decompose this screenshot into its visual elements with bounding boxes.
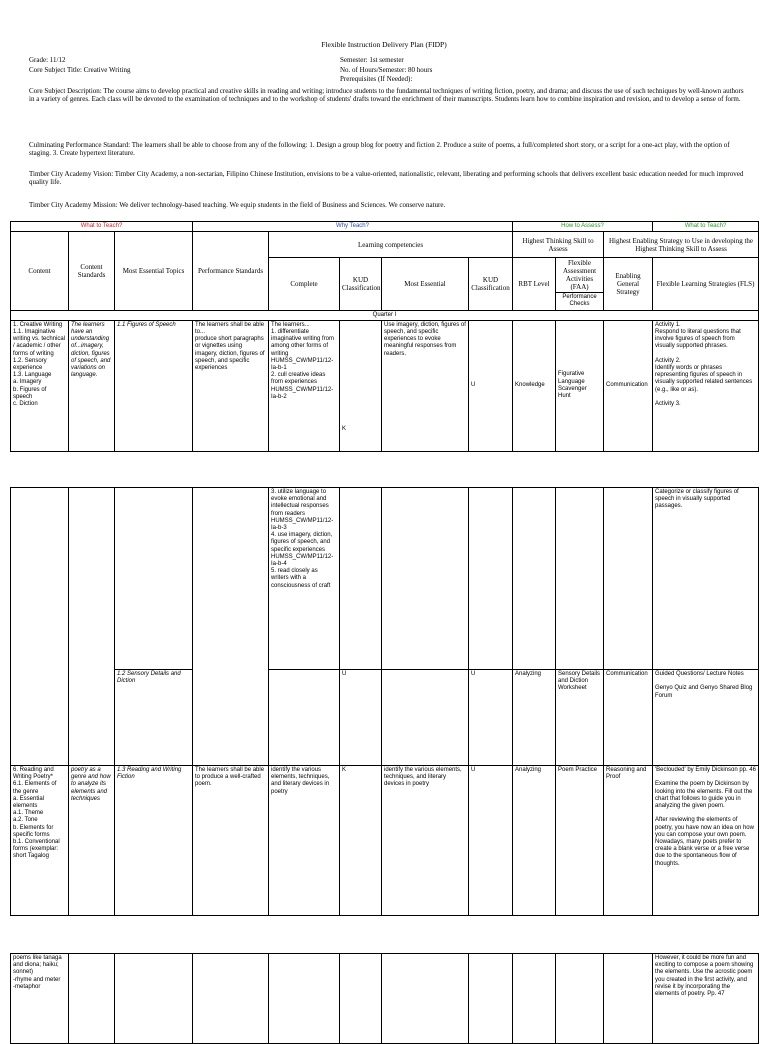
row1-learning-strategies: Activity 1. Respond to literal questions that involve figures of speech from visually supported phrases. Activity 2. Identify words or phrases representing figures of speech in visually supported related sentences (e.g., like or as). Activity 3.: [653, 320, 759, 451]
row1-rbt-level: Knowledge: [513, 320, 556, 451]
subject-description: Core Subject Description: The course aims to develop practical and creative skills in reading and writing; introduce students to the fundamental techniques of writing fiction, poetry, and drama; and discuss the use of such techniques by well-known authors in a variety of genres. Each class will be devoted to the examination of techniques and to the workshop of students' drafts toward the enrichment of their manuscripts. Students learn how to combine inspiration and revision, and to develop a sense of form.: [29, 87, 744, 103]
row1-kud-2: U: [469, 320, 513, 451]
header-enabling-strategy: Enabling General Strategy: [604, 258, 653, 310]
row3-strategy: Communication: [604, 670, 653, 766]
row4-performance-standards: The learners shall be able to produce a well-crafted poem.: [193, 766, 269, 916]
row2-kud-1-empty: [340, 488, 382, 670]
row5-assessment-empty: [556, 954, 604, 1044]
header-highest-thinking-skill: Highest Thinking Skill to Assess: [513, 232, 604, 258]
row3-essential-empty: [382, 670, 469, 766]
quarter-label: Quarter I: [11, 310, 759, 320]
row5-strategy-empty: [604, 954, 653, 1044]
row5-content-standards-empty: [69, 954, 115, 1044]
row3-assessment: Sensory Details and Diction Worksheet: [556, 670, 604, 766]
row5-rbt-empty: [513, 954, 556, 1044]
header-kud-classification-2: KUD Classification: [469, 258, 513, 310]
row1-kud-1: K: [340, 320, 382, 451]
row5-kud-1-empty: [340, 954, 382, 1044]
culminating-standard: Culminating Performance Standard: The learners shall be able to choose from any of the following: 1. Design a group blog for poetry and fiction 2. Produce a suite of poems, a full/completed short story, or a script for a one-act play, with the option of staging. 3. Create hypertext literature.: [29, 141, 730, 157]
header-how-to-assess: How to Assess?: [513, 222, 653, 232]
header-learning-competencies: Learning competencies: [269, 232, 513, 258]
header-most-essential: Most Essential: [382, 258, 469, 310]
header-flexible-learning: Flexible Learning Strategies (FLS): [653, 258, 759, 310]
row3-learning-strategies: Guided Questions/ Lecture Notes Genyo Quiz and Genyo Shared Blog Forum: [653, 670, 759, 766]
row4-complete: identify the various elements, techniques, and literary devices in poetry: [269, 766, 340, 916]
row5-essential-empty: [382, 954, 469, 1044]
header-performance-standards: Performance Standards: [193, 232, 269, 310]
school-mission: Timber City Academy Mission: We deliver technology-based teaching. We equip students in the field of Business and Sciences. We conserve nature.: [29, 201, 446, 209]
row3-complete-empty: [269, 670, 340, 766]
row3-kud-2: U: [469, 670, 513, 766]
row4-content: 6. Reading and Writing Poetry* 6.1. Elements of the genre a. Essential elements a.1. Theme a.2. Tone b. Elements for specific forms b.1. Conventional forms (exemplar: short Tagalog: [11, 766, 69, 916]
row2-essential-empty: [382, 488, 469, 670]
semester-label: Semester: 1st semester: [340, 56, 404, 64]
header-kud-classification-1: KUD Classification: [340, 258, 382, 310]
row1-topic: 1.1 Figures of Speech: [115, 320, 193, 451]
row1-most-essential: Use imagery, diction, figures of speech, and specific experiences to evoke meaningful responses from readers.: [382, 320, 469, 451]
header-flexible-assessment: Flexible Assessment Activities (FAA): [556, 258, 604, 293]
row3-topic: 1.2 Sensory Details and Diction: [115, 670, 193, 766]
row1-complete: The learners... 1. differentiate imaginative writing from among other forms of writing HUMSS_CW/MP11/12-Ia-b-1 2. cull creative ideas from experiences HUMSS_CW/MP11/12-Ia-b-2: [269, 320, 340, 451]
row4-topic: 1.3 Reading and Writing Fiction: [115, 766, 193, 916]
fidp-table-page-3: [10, 953, 759, 1044]
row3-kud-1: U: [340, 670, 382, 766]
header-performance-checks: Performance Checks: [556, 293, 604, 310]
fidp-table-page-2: [10, 487, 759, 916]
prerequisites-label: Prerequisites (If Needed):: [340, 75, 413, 83]
fidp-table-page-1: [10, 221, 759, 452]
row4-content-standards: poetry as a genre and how to analyze its elements and techniques: [69, 766, 115, 916]
row1-strategy: Communication: [604, 320, 653, 451]
row4-rbt-level: Analyzing: [513, 766, 556, 916]
row2-kud-2-empty: [469, 488, 513, 670]
school-vision: Timber City Academy Vision: Timber City Academy, a non-sectarian, Filipino Chinese Institution, envisions to be a value-oriented, nationalistic, relevant, liberating and performing schools that delivers excellent basic education needed for much improved quality life.: [29, 170, 744, 186]
header-rbt-level: RBT Level: [513, 258, 556, 310]
row2-topic-empty: [115, 488, 193, 670]
page-title: Flexible Instruction Delivery Plan (FIDP): [321, 40, 447, 49]
subject-title: Core Subject Title: Creative Writing: [29, 66, 131, 74]
row4-kud-2: U: [469, 766, 513, 916]
header-most-essential-topics: Most Essential Topics: [115, 232, 193, 310]
row1-performance-standards: The learners shall be able to... produce short paragraphs or vignettes using imagery, diction, figures of speech, and specific experiences: [193, 320, 269, 451]
row1-content: 1. Creative Writing 1.1. Imaginative writing vs. technical / academic / other forms of writing 1.2. Sensory experience 1.3. Language a. Imagery b. Figures of speech c. Diction: [11, 320, 69, 451]
row1-assessment: Figurative Language Scavenger Hunt: [556, 320, 604, 451]
row5-kud-2-empty: [469, 954, 513, 1044]
row4-assessment: Poem Practice: [556, 766, 604, 916]
row4-kud-1: K: [340, 766, 382, 916]
hours-label: No. of Hours/Semester: 80 hours: [340, 66, 433, 74]
row5-learning-strategies: However, it could be more fun and exciting to compose a poem showing the elements. Use the acrostic poem you created in the first activity, and revise it by incorporating the elements of poetry. Pp. 47: [653, 954, 759, 1044]
row2-performance-empty: [193, 488, 269, 766]
row2-content-empty: [11, 488, 69, 766]
row5-topic-empty: [115, 954, 193, 1044]
row3-rbt-level: Analyzing: [513, 670, 556, 766]
grade-label: Grade: 11/12: [29, 56, 66, 64]
row2-strategy-empty: [604, 488, 653, 670]
header-what-to-teach-2: What to Teach?: [653, 222, 759, 232]
row5-performance-empty: [193, 954, 269, 1044]
row4-strategy: Reasoning and Proof: [604, 766, 653, 916]
row5-content: poems like tanaga and diona; haiku; sonnet) -rhyme and meter -metaphor: [11, 954, 69, 1044]
row4-learning-strategies: 'Beclouded' by Emily Dickinson pp. 46 Examine the poem by Dickinson by looking into the elements. Fill out the chart that follows to guide you in analyzing the given poem. After reviewing the elements of poetry, you have now an idea on how you can compose your own poem. Nowadays, many poets prefer to create a blank verse or a free verse due to the spontaneous flow of thoughts.: [653, 766, 759, 916]
row4-most-essential: identify the various elements, techniques, and literary devices in poetry: [382, 766, 469, 916]
header-highest-enabling-strategy: Highest Enabling Strategy to Use in developing the Highest Thinking Skill to Assess: [604, 232, 759, 258]
header-why-teach: Why Teach?: [193, 222, 513, 232]
header-content: Content: [11, 232, 69, 310]
row2-assessment-empty: [556, 488, 604, 670]
row1-content-standards: The learners have an understanding of...imagery, diction, figures of speech, and variations on language.: [69, 320, 115, 451]
header-what-to-teach: What to Teach?: [11, 222, 193, 232]
header-content-standards: Content Standards: [69, 232, 115, 310]
header-complete: Complete: [269, 258, 340, 310]
row5-complete-empty: [269, 954, 340, 1044]
row2-learning-strategies: Categorize or classify figures of speech in visually supported passages.: [653, 488, 759, 670]
row2-content-standards-empty: [69, 488, 115, 766]
row2-rbt-empty: [513, 488, 556, 670]
row2-complete: 3. utilize language to evoke emotional and intellectual responses from readers HUMSS_CW/MP11/12-Ia-b-3 4. use imagery, diction, figures of speech, and specific experiences HUMSS_CW/MP11/12-Ia-b-4 5. read closely as writers with a consciousness of craft: [269, 488, 340, 670]
